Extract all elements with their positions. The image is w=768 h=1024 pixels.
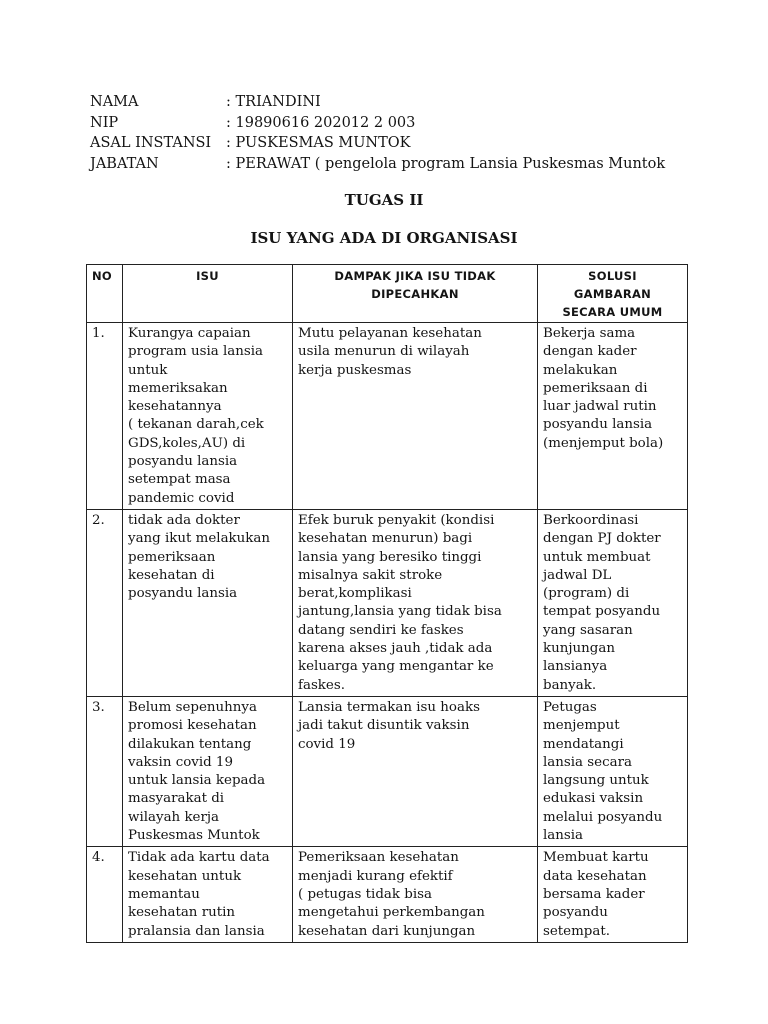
cell-line: posyandu lansia [543,417,653,433]
cell-dampak [293,847,538,942]
header-line: GAMBARAN [573,287,652,301]
field-asal-instansi [90,133,665,154]
cell-line: yang ikut melakukan [128,531,271,547]
field-label: ASAL INSTANSI [90,135,212,151]
cell-line: tidak ada dokter [128,512,240,528]
cell-line: keluarga yang mengantar ke [298,659,494,675]
cell-line: posyandu lansia [128,454,238,470]
cell-line: promosi kesehatan [128,718,257,734]
header-isu: ISU [123,265,293,323]
cell-line: usila menurun di wilayah [298,344,470,360]
cell-line: kesehatan dari kunjungan [298,923,476,939]
cell-line: datang sendiri ke faskes [298,622,464,638]
cell-line: melalui posyandu [543,809,663,825]
cell-no: 1. [87,323,123,510]
cell-line: Mutu pelayanan kesehatan [298,326,482,341]
cell-line: misalnya sakit stroke [298,567,443,583]
cell-line: Membuat kartu [543,850,649,866]
cell-line: pralansia dan lansia [128,923,265,939]
cell-solusi [538,509,688,696]
cell-line: banyak. [543,677,597,693]
cell-line: langsung untuk [543,773,649,789]
header-line: DAMPAK JIKA ISU TIDAK [334,269,496,283]
cell-line: memantau [128,886,200,902]
employee-info [90,92,665,174]
cell-line: untuk [128,362,168,378]
cell-solusi [538,696,688,846]
cell-line: Petugas [543,699,597,715]
table-row [87,847,688,942]
cell-line: lansia [543,828,584,844]
cell-line: masyarakat di [128,791,225,807]
cell-line: dengan PJ dokter [543,531,661,547]
cell-solusi [538,323,688,510]
cell-line: posyandu lansia [128,586,238,602]
field-label: JABATAN [90,155,159,172]
cell-no: 2. [87,509,123,696]
field-label: NAMA [90,94,139,110]
subject-title: ISU YANG ADA DI ORGANISASI [250,229,518,247]
cell-line: setempat masa [128,472,231,488]
cell-line: kesehatan menurun) bagi [298,531,473,547]
cell-line: kesehatan rutin [128,905,236,921]
field-value: : TRIANDINI [226,94,321,110]
cell-line: Efek buruk penyakit (kondisi [298,512,495,528]
cell-line: Lansia termakan isu hoaks [298,699,480,715]
cell-line: berat,komplikasi [298,586,412,602]
cell-line: data kesehatan [543,868,647,884]
cell-no: 4. [87,847,123,942]
header-solusi [538,265,688,323]
field-nip [90,113,665,134]
cell-line: menjadi kurang efektif [298,868,453,884]
table-row [87,509,688,696]
cell-line: kesehatan untuk [128,868,242,884]
cell-line: untuk lansia kepada [128,773,266,789]
cell-line: jadwal DL [543,567,612,583]
cell-line: Berkoordinasi [543,512,639,528]
cell-line: pemeriksaan di [543,380,648,396]
cell-dampak [293,509,538,696]
cell-line: lansia yang beresiko tinggi [298,549,482,565]
cell-line: pemeriksaan [128,549,216,565]
cell-line: posyandu [543,905,608,921]
header-line: SOLUSI [588,269,637,283]
cell-line: Pemeriksaan kesehatan [298,850,459,866]
cell-dampak [293,696,538,846]
cell-line: (program) di [543,586,630,602]
cell-line: pandemic covid [128,490,235,506]
cell-line: setempat. [543,923,610,939]
cell-line: vaksin covid 19 [128,754,233,770]
cell-line: GDS,koles,AU) di [128,435,246,451]
table-body [87,323,688,943]
cell-line: lansia secara [543,754,632,770]
cell-line: tempat posyandu [543,604,661,620]
cell-line: jadi takut disuntik vaksin [298,718,470,734]
cell-line: luar jadwal rutin [543,399,657,415]
header-dampak [293,265,538,323]
cell-line: kesehatannya [128,399,222,415]
cell-line: dilakukan tentang [128,736,252,752]
issues-table [86,264,688,943]
cell-line: yang sasaran [543,622,633,638]
cell-line: (menjemput bola) [543,435,664,451]
cell-line: karena akses jauh ,tidak ada [298,641,493,657]
cell-line: kesehatan di [128,567,215,583]
cell-line: kunjungan [543,641,615,657]
cell-line: memeriksakan [128,380,228,396]
cell-line: dengan kader [543,344,637,360]
task-title: TUGAS II [344,191,424,209]
cell-line: melakukan [543,362,618,378]
table-row [87,696,688,846]
cell-line: covid 19 [298,736,356,752]
cell-line: lansianya [543,659,608,675]
cell-line: Kurangya capaian [128,326,251,341]
field-value: : PERAWAT ( pengelola program Lansia Puskesmas Muntok [226,155,666,172]
cell-isu [123,696,293,846]
table-header-row [87,265,688,323]
field-label: NIP [90,114,119,131]
field-nama [90,92,665,113]
cell-line: mengetahui perkembangan [298,905,485,921]
header-line: SECARA UMUM [562,305,663,319]
header-no: NO [87,265,123,323]
cell-line: Belum sepenuhnya [128,699,257,715]
cell-line: Puskesmas Muntok [128,828,260,844]
cell-no: 3. [87,696,123,846]
cell-dampak [293,323,538,510]
cell-isu [123,323,293,510]
field-value: : PUSKESMAS MUNTOK [226,135,411,151]
cell-line: Tidak ada kartu data [128,850,270,866]
cell-isu [123,509,293,696]
field-jabatan [90,154,665,175]
cell-line: program usia lansia [128,344,263,360]
cell-isu [123,847,293,942]
cell-line: faskes. [298,677,345,693]
cell-line: wilayah kerja [128,809,220,825]
cell-line: jantung,lansia yang tidak bisa [298,604,502,620]
cell-line: Bekerja sama [543,326,636,341]
cell-line: ( petugas tidak bisa [298,886,432,902]
cell-line: bersama kader [543,886,645,902]
field-value: : 19890616 202012 2 003 [226,114,416,131]
cell-solusi [538,847,688,942]
cell-line: edukasi vaksin [543,791,644,807]
table-row [87,323,688,510]
header-line: DIPECAHKAN [371,287,459,301]
cell-line: kerja puskesmas [298,362,412,378]
cell-line: menjemput [543,718,620,734]
cell-line: ( tekanan darah,cek [128,417,264,433]
cell-line: mendatangi [543,736,624,752]
cell-line: untuk membuat [543,549,651,565]
